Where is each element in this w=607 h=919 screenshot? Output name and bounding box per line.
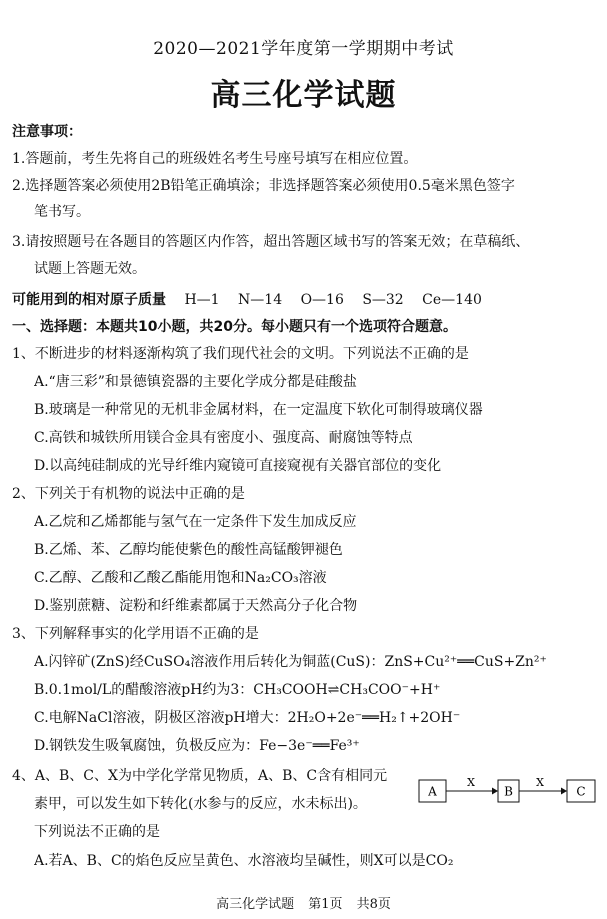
note-item: 2.选择题答案必须使用2B铅笔正确填涂；非选择题答案必须使用0.5毫米黑色签字 xyxy=(12,178,515,194)
question-option: B.玻璃是一种常见的无机非金属材料，在一定温度下软化可制得玻璃仪器 xyxy=(34,402,483,418)
page-title: 高三化学试题 xyxy=(210,78,397,113)
page-footer xyxy=(0,893,607,912)
note-item: 试题上答题无效。 xyxy=(34,261,146,277)
footer-subject: 高三化学试题 xyxy=(216,897,295,912)
exam-title: 2020—2021学年度第一学期期中考试 xyxy=(153,39,454,59)
conversion-diagram xyxy=(418,774,598,808)
question-stem: 2、下列关于有机物的说法中正确的是 xyxy=(12,486,245,502)
diagram-node-label: B xyxy=(504,784,513,799)
section-title: 一、选择题：本题共10小题，共20分。每小题只有一个选项符合题意。 xyxy=(12,319,457,335)
question-option: D.钢铁发生吸氧腐蚀，负极反应为：Fe−3e⁻══Fe³⁺ xyxy=(34,738,360,754)
atomic-mass-value: S—32 xyxy=(362,292,404,308)
question-option: C.高铁和城铁所用镁合金具有密度小、强度高、耐腐蚀等特点 xyxy=(34,430,413,446)
note-item: 笔书写。 xyxy=(34,204,90,220)
question-option: A.“唐三彩”和景德镇瓷器的主要化学成分都是硅酸盐 xyxy=(34,374,357,390)
footer-page-number: 第1页 xyxy=(308,897,343,912)
question-stem: 素甲，可以发生如下转化(水参与的反应，水未标出)。 xyxy=(34,796,367,812)
diagram-node-label: C xyxy=(576,784,586,799)
diagram-edge-label: X xyxy=(467,776,475,789)
question-stem: 3、下列解释事实的化学用语不正确的是 xyxy=(12,626,259,642)
diagram-arrowhead xyxy=(492,788,498,795)
atomic-mass-value: N—14 xyxy=(238,292,283,308)
question-stem: 4、A、B、C、X为中学化学常见物质，A、B、C含有相同元 xyxy=(12,768,388,784)
atomic-mass-value: O—16 xyxy=(300,292,344,308)
question-option: B.0.1mol/L的醋酸溶液pH约为3：CH₃COOH⇌CH₃COO⁻+H⁺ xyxy=(34,682,441,698)
question-option: D.鉴别蔗糖、淀粉和纤维素都属于天然高分子化合物 xyxy=(34,598,358,614)
footer-page-total: 共8页 xyxy=(356,897,391,912)
diagram-arrowhead xyxy=(561,788,567,795)
question-option: A.乙烷和乙烯都能与氢气在一定条件下发生加成反应 xyxy=(34,514,357,530)
diagram-node-label: A xyxy=(428,784,437,799)
atomic-masses xyxy=(12,290,599,310)
atomic-mass-value: Ce—140 xyxy=(422,292,482,308)
note-item: 3.请按照题号在各题目的答题区内作答，超出答题区域书写的答案无效；在草稿纸、 xyxy=(12,234,530,250)
question-option: C.电解NaCl溶液，阴极区溶液pH增大：2H₂O+2e⁻══H₂↑+2OH⁻ xyxy=(34,710,461,726)
question-stem: 1、不断进步的材料逐渐构筑了我们现代社会的文明。下列说法不正确的是 xyxy=(12,346,469,362)
diagram-edge-label: X xyxy=(536,776,544,789)
atomic-masses-label: 可能用到的相对原子质量 xyxy=(12,292,166,308)
notes-heading: 注意事项： xyxy=(12,124,82,140)
atomic-mass-value: H—1 xyxy=(184,292,220,308)
question-option: C.乙醇、乙酸和乙酸乙酯能用饱和Na₂CO₃溶液 xyxy=(34,570,327,586)
question-option: A.若A、B、C的焰色反应呈黄色、水溶液均呈碱性，则X可以是CO₂ xyxy=(34,853,454,869)
question-option: D.以高纯硅制成的光导纤维内窥镜可直接窥视有关器官部位的变化 xyxy=(34,458,442,474)
note-item: 1.答题前，考生先将自己的班级姓名考生号座号填写在相应位置。 xyxy=(12,151,418,167)
question-option: B.乙烯、苯、乙醇均能使紫色的酸性高锰酸钾褪色 xyxy=(34,542,343,558)
question-stem: 下列说法不正确的是 xyxy=(34,824,160,840)
question-option: A.闪锌矿(ZnS)经CuSO₄溶液作用后转化为铜蓝(CuS)：ZnS+Cu²⁺══CuS+Zn²⁺ xyxy=(34,654,547,670)
